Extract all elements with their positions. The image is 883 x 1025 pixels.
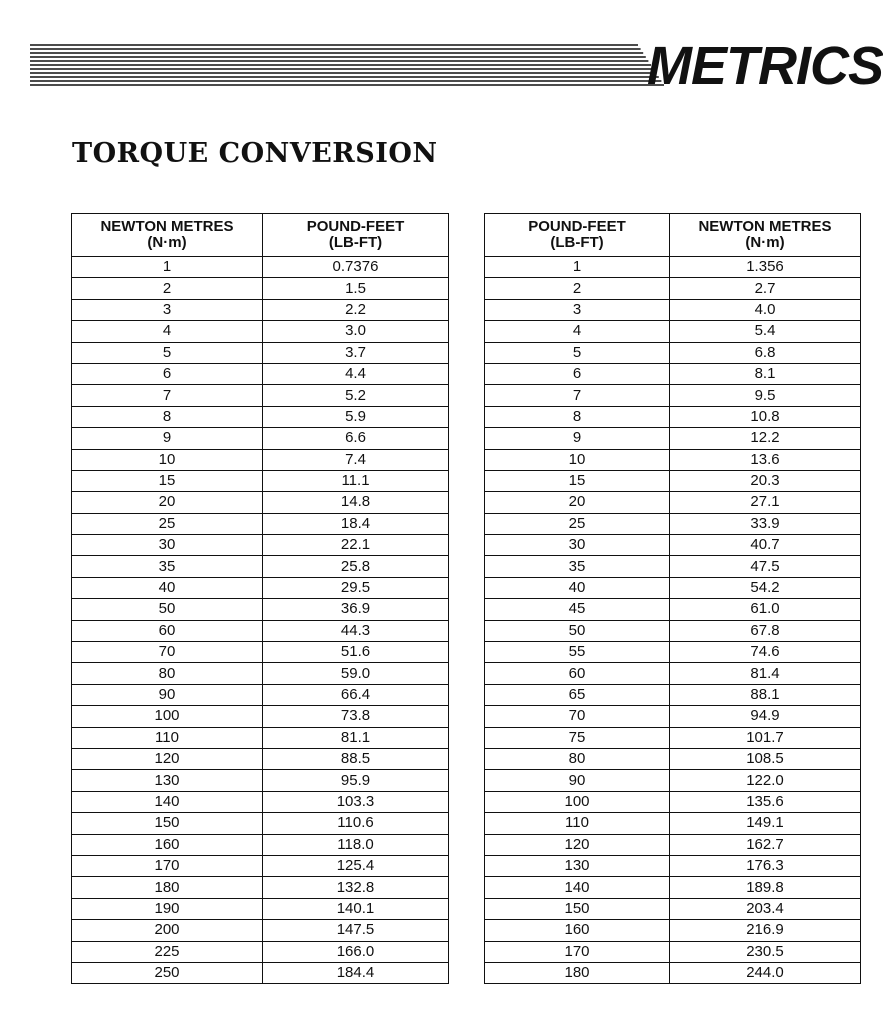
converted-value-cell: 7.4 <box>263 449 449 470</box>
input-value-cell: 10 <box>72 449 263 470</box>
table-row <box>72 449 449 470</box>
input-value-cell: 55 <box>485 642 670 663</box>
table-row <box>72 577 449 598</box>
input-value-cell: 2 <box>485 278 670 299</box>
table-row <box>72 470 449 491</box>
converted-value-cell: 5.9 <box>263 406 449 427</box>
converted-value-cell: 14.8 <box>263 492 449 513</box>
converted-value-cell: 3.0 <box>263 321 449 342</box>
input-value-cell: 50 <box>485 620 670 641</box>
input-value-cell: 15 <box>72 470 263 491</box>
converted-value-cell: 147.5 <box>263 920 449 941</box>
table-row <box>72 428 449 449</box>
input-value-cell: 80 <box>485 748 670 769</box>
input-value-cell: 110 <box>485 813 670 834</box>
speed-lines-graphic <box>30 42 670 88</box>
table-row <box>485 492 861 513</box>
table-row <box>72 278 449 299</box>
input-value-cell: 20 <box>72 492 263 513</box>
table-row <box>72 898 449 919</box>
converted-value-cell: 244.0 <box>670 962 861 983</box>
table-row <box>485 920 861 941</box>
input-value-cell: 130 <box>72 770 263 791</box>
input-value-cell: 4 <box>72 321 263 342</box>
table-row <box>72 406 449 427</box>
converted-value-cell: 2.2 <box>263 299 449 320</box>
converted-value-cell: 166.0 <box>263 941 449 962</box>
input-value-cell: 250 <box>72 962 263 983</box>
table-row <box>72 962 449 983</box>
table-row <box>72 855 449 876</box>
table-row <box>485 556 861 577</box>
table-row <box>72 920 449 941</box>
input-value-cell: 4 <box>485 321 670 342</box>
input-value-cell: 9 <box>485 428 670 449</box>
input-value-cell: 50 <box>72 599 263 620</box>
input-value-cell: 150 <box>485 898 670 919</box>
converted-value-cell: 110.6 <box>263 813 449 834</box>
converted-value-cell: 11.1 <box>263 470 449 491</box>
input-value-cell: 60 <box>72 620 263 641</box>
converted-value-cell: 5.4 <box>670 321 861 342</box>
table-row <box>72 257 449 278</box>
table-row <box>485 449 861 470</box>
converted-value-cell: 101.7 <box>670 727 861 748</box>
converted-value-cell: 59.0 <box>263 663 449 684</box>
converted-value-cell: 29.5 <box>263 577 449 598</box>
table-row <box>485 791 861 812</box>
table-row <box>485 257 861 278</box>
converted-value-cell: 3.7 <box>263 342 449 363</box>
converted-value-cell: 2.7 <box>670 278 861 299</box>
input-value-cell: 180 <box>72 877 263 898</box>
table-row <box>72 642 449 663</box>
input-value-cell: 35 <box>72 556 263 577</box>
converted-value-cell: 47.5 <box>670 556 861 577</box>
table-row <box>72 941 449 962</box>
input-value-cell: 25 <box>72 513 263 534</box>
table-row <box>72 684 449 705</box>
input-value-cell: 120 <box>72 748 263 769</box>
table-row <box>485 642 861 663</box>
input-value-cell: 5 <box>485 342 670 363</box>
input-value-cell: 10 <box>485 449 670 470</box>
input-value-cell: 15 <box>485 470 670 491</box>
input-value-cell: 200 <box>72 920 263 941</box>
table-row <box>72 813 449 834</box>
table-row <box>72 599 449 620</box>
input-value-cell: 8 <box>72 406 263 427</box>
converted-value-cell: 108.5 <box>670 748 861 769</box>
table-row <box>72 363 449 384</box>
table-row <box>485 941 861 962</box>
table-row <box>485 684 861 705</box>
table-row <box>72 342 449 363</box>
table-row <box>72 321 449 342</box>
table-row <box>72 535 449 556</box>
table-row <box>485 428 861 449</box>
table-row <box>72 299 449 320</box>
table-row <box>72 877 449 898</box>
converted-value-cell: 189.8 <box>670 877 861 898</box>
converted-value-cell: 0.7376 <box>263 257 449 278</box>
converted-value-cell: 125.4 <box>263 855 449 876</box>
input-value-cell: 170 <box>485 941 670 962</box>
input-value-cell: 80 <box>72 663 263 684</box>
input-value-cell: 60 <box>485 663 670 684</box>
input-value-cell: 160 <box>485 920 670 941</box>
converted-value-cell: 33.9 <box>670 513 861 534</box>
table-row <box>485 962 861 983</box>
table-row <box>72 492 449 513</box>
converted-value-cell: 40.7 <box>670 535 861 556</box>
input-value-cell: 7 <box>72 385 263 406</box>
input-value-cell: 1 <box>72 257 263 278</box>
converted-value-cell: 67.8 <box>670 620 861 641</box>
input-value-cell: 130 <box>485 855 670 876</box>
input-value-cell: 40 <box>485 577 670 598</box>
converted-value-cell: 20.3 <box>670 470 861 491</box>
table-row <box>485 321 861 342</box>
converted-value-cell: 13.6 <box>670 449 861 470</box>
table-row <box>72 727 449 748</box>
converted-value-cell: 149.1 <box>670 813 861 834</box>
input-value-cell: 225 <box>72 941 263 962</box>
input-value-cell: 170 <box>72 855 263 876</box>
input-value-cell: 6 <box>485 363 670 384</box>
table-row <box>485 855 861 876</box>
converted-value-cell: 88.5 <box>263 748 449 769</box>
converted-value-cell: 5.2 <box>263 385 449 406</box>
input-value-cell: 100 <box>72 706 263 727</box>
converted-value-cell: 10.8 <box>670 406 861 427</box>
input-value-cell: 7 <box>485 385 670 406</box>
converted-value-cell: 6.6 <box>263 428 449 449</box>
column-header-newton-metres: NEWTON METRES (N·m) <box>670 214 861 257</box>
converted-value-cell: 36.9 <box>263 599 449 620</box>
table-row <box>72 620 449 641</box>
input-value-cell: 9 <box>72 428 263 449</box>
converted-value-cell: 18.4 <box>263 513 449 534</box>
input-value-cell: 90 <box>485 770 670 791</box>
table-row <box>485 577 861 598</box>
converted-value-cell: 22.1 <box>263 535 449 556</box>
input-value-cell: 8 <box>485 406 670 427</box>
input-value-cell: 30 <box>72 535 263 556</box>
table-row <box>485 898 861 919</box>
table-row <box>72 770 449 791</box>
converted-value-cell: 103.3 <box>263 791 449 812</box>
input-value-cell: 65 <box>485 684 670 705</box>
input-value-cell: 3 <box>72 299 263 320</box>
table-row <box>485 599 861 620</box>
converted-value-cell: 95.9 <box>263 770 449 791</box>
table-row <box>485 663 861 684</box>
converted-value-cell: 54.2 <box>670 577 861 598</box>
input-value-cell: 25 <box>485 513 670 534</box>
table-row <box>485 770 861 791</box>
input-value-cell: 70 <box>485 706 670 727</box>
converted-value-cell: 9.5 <box>670 385 861 406</box>
input-value-cell: 180 <box>485 962 670 983</box>
converted-value-cell: 27.1 <box>670 492 861 513</box>
input-value-cell: 40 <box>72 577 263 598</box>
table-row <box>485 813 861 834</box>
input-value-cell: 2 <box>72 278 263 299</box>
input-value-cell: 140 <box>72 791 263 812</box>
table-row <box>72 663 449 684</box>
table-row <box>485 535 861 556</box>
table-row <box>485 363 861 384</box>
table-row <box>485 877 861 898</box>
input-value-cell: 140 <box>485 877 670 898</box>
converted-value-cell: 230.5 <box>670 941 861 962</box>
converted-value-cell: 162.7 <box>670 834 861 855</box>
converted-value-cell: 8.1 <box>670 363 861 384</box>
table-row <box>485 834 861 855</box>
converted-value-cell: 4.4 <box>263 363 449 384</box>
converted-value-cell: 118.0 <box>263 834 449 855</box>
converted-value-cell: 88.1 <box>670 684 861 705</box>
header-banner <box>30 36 883 96</box>
converted-value-cell: 25.8 <box>263 556 449 577</box>
input-value-cell: 6 <box>72 363 263 384</box>
converted-value-cell: 1.5 <box>263 278 449 299</box>
table-row <box>485 513 861 534</box>
input-value-cell: 100 <box>485 791 670 812</box>
input-value-cell: 5 <box>72 342 263 363</box>
input-value-cell: 75 <box>485 727 670 748</box>
converted-value-cell: 140.1 <box>263 898 449 919</box>
converted-value-cell: 176.3 <box>670 855 861 876</box>
lbft-to-nm-table <box>484 213 861 984</box>
input-value-cell: 160 <box>72 834 263 855</box>
converted-value-cell: 6.8 <box>670 342 861 363</box>
converted-value-cell: 44.3 <box>263 620 449 641</box>
column-header-pound-feet: POUND-FEET (LB-FT) <box>485 214 670 257</box>
table-row <box>72 385 449 406</box>
input-value-cell: 90 <box>72 684 263 705</box>
table-row <box>72 791 449 812</box>
column-header-pound-feet: POUND-FEET (LB-FT) <box>263 214 449 257</box>
input-value-cell: 150 <box>72 813 263 834</box>
input-value-cell: 190 <box>72 898 263 919</box>
converted-value-cell: 81.1 <box>263 727 449 748</box>
table-row <box>485 620 861 641</box>
converted-value-cell: 66.4 <box>263 684 449 705</box>
column-header-newton-metres: NEWTON METRES (N·m) <box>72 214 263 257</box>
converted-value-cell: 203.4 <box>670 898 861 919</box>
converted-value-cell: 122.0 <box>670 770 861 791</box>
table-row <box>485 748 861 769</box>
table-row <box>485 727 861 748</box>
brand-logo: METRICS <box>647 36 883 96</box>
input-value-cell: 20 <box>485 492 670 513</box>
table-row <box>72 556 449 577</box>
input-value-cell: 3 <box>485 299 670 320</box>
input-value-cell: 1 <box>485 257 670 278</box>
table-row <box>485 342 861 363</box>
table-row <box>72 748 449 769</box>
nm-to-lbft-table <box>71 213 449 984</box>
converted-value-cell: 73.8 <box>263 706 449 727</box>
input-value-cell: 45 <box>485 599 670 620</box>
converted-value-cell: 51.6 <box>263 642 449 663</box>
converted-value-cell: 74.6 <box>670 642 861 663</box>
converted-value-cell: 81.4 <box>670 663 861 684</box>
table-row <box>485 406 861 427</box>
table-row <box>485 385 861 406</box>
converted-value-cell: 94.9 <box>670 706 861 727</box>
table-row <box>485 706 861 727</box>
converted-value-cell: 184.4 <box>263 962 449 983</box>
converted-value-cell: 1.356 <box>670 257 861 278</box>
table-row <box>72 513 449 534</box>
converted-value-cell: 132.8 <box>263 877 449 898</box>
input-value-cell: 35 <box>485 556 670 577</box>
converted-value-cell: 135.6 <box>670 791 861 812</box>
input-value-cell: 30 <box>485 535 670 556</box>
input-value-cell: 110 <box>72 727 263 748</box>
converted-value-cell: 4.0 <box>670 299 861 320</box>
converted-value-cell: 216.9 <box>670 920 861 941</box>
table-row <box>72 834 449 855</box>
table-row <box>72 706 449 727</box>
page-title: TORQUE CONVERSION <box>72 138 438 169</box>
table-row <box>485 470 861 491</box>
input-value-cell: 70 <box>72 642 263 663</box>
table-row <box>485 278 861 299</box>
converted-value-cell: 12.2 <box>670 428 861 449</box>
table-row <box>485 299 861 320</box>
converted-value-cell: 61.0 <box>670 599 861 620</box>
input-value-cell: 120 <box>485 834 670 855</box>
